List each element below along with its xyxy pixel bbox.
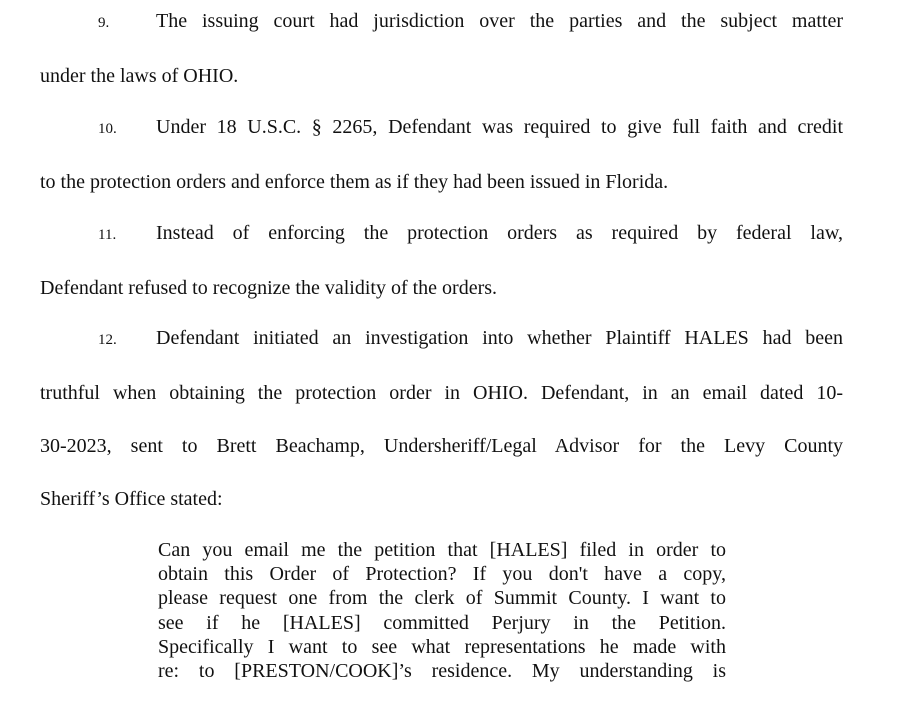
quote-line: obtain this Order of Protection? If you don't have a copy, (158, 563, 726, 586)
paragraph-line (40, 101, 843, 156)
paragraph-line: to the protection orders and enforce them as if they had been issued in Florida. (40, 171, 669, 193)
block-quote (158, 538, 726, 683)
paragraph-12 (40, 312, 843, 526)
paragraph-text: The issuing court had jurisdiction over the parties and the subject matter (156, 10, 843, 32)
paragraph-line: 30-2023, sent to Brett Beachamp, Undersheriff/Legal Advisor for the Levy County (40, 435, 843, 457)
quote-line: see if he [HALES] committed Perjury in the Petition. (158, 611, 726, 634)
paragraph-number: 12. (98, 332, 117, 348)
paragraph-text: Under 18 U.S.C. § 2265, Defendant was required to give full faith and credit (156, 116, 843, 138)
paragraph-number: 9. (98, 15, 110, 31)
paragraph-text: Instead of enforcing the protection orders as required by federal law, (156, 222, 843, 244)
paragraph-number: 10. (98, 121, 117, 137)
paragraph-line: under the laws of OHIO. (40, 65, 239, 87)
paragraph-9 (40, 0, 843, 103)
paragraph-10 (40, 101, 843, 209)
paragraph-line: Defendant refused to recognize the validity of the orders. (40, 277, 498, 299)
quote-line: re: to [PRESTON/COOK]’s residence. My understanding is (158, 660, 726, 683)
quote-line: please request one from the clerk of Summit County. I want to (158, 587, 726, 610)
paragraph-line (40, 0, 843, 50)
quote-line: Can you email me the petition that [HALES] filed in order to (158, 539, 726, 561)
paragraph-line (40, 207, 843, 262)
paragraph-number: 11. (98, 227, 117, 243)
paragraph-line (40, 312, 843, 367)
paragraph-line: Sheriff’s Office stated: (40, 488, 223, 510)
paragraph-11 (40, 207, 843, 315)
paragraph-text: Defendant initiated an investigation into whether Plaintiff HALES had been (156, 327, 843, 349)
quote-line: Specifically I want to see what representations he made with (158, 635, 726, 658)
paragraph-line: truthful when obtaining the protection order in OHIO. Defendant, in an email dated 10- (40, 382, 843, 404)
